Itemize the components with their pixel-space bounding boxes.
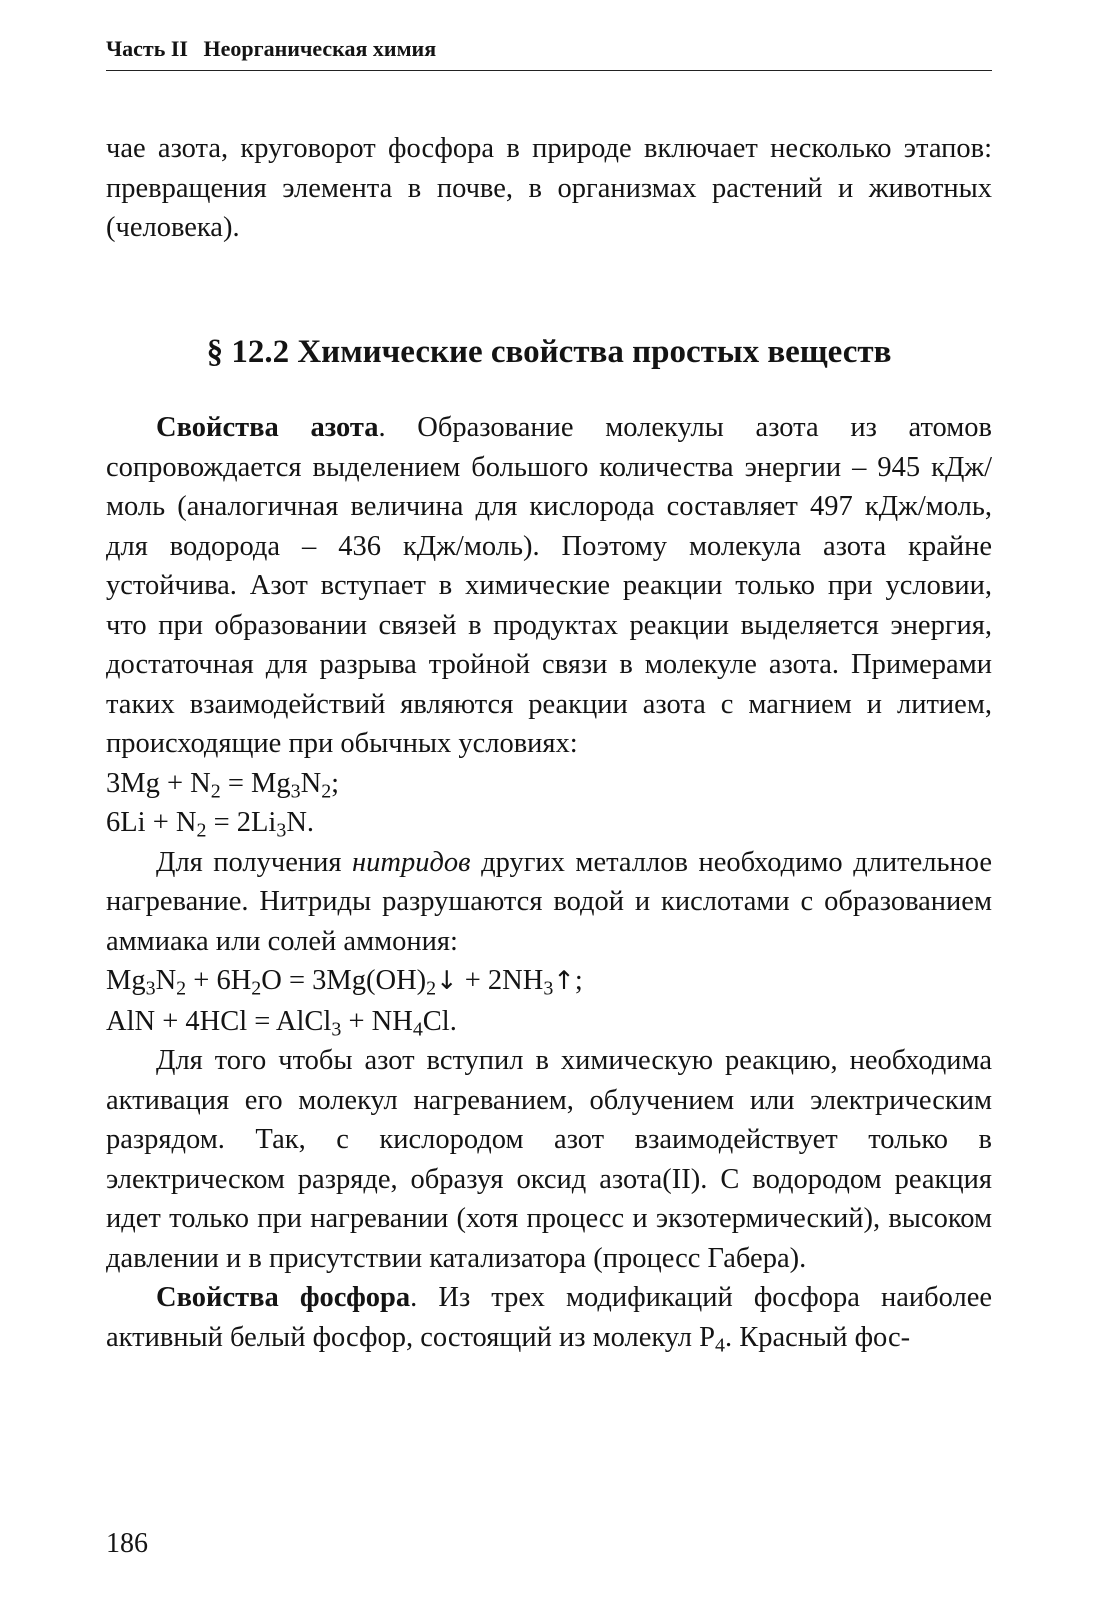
equation-part: = Mg: [220, 767, 291, 799]
paragraph-lead: Свойства азота: [156, 412, 379, 443]
paragraph-italic-term: нитридов: [352, 846, 471, 878]
paragraph-nitrides: [106, 843, 992, 962]
paragraph-nitrogen-activation: Для того чтобы азот вступил в химическую реакцию, необходима активация его молекул нагреванием, облучением или электрическим разрядом. Так, с кислородом азот взаимодействует только в электрическом разряде, образуя оксид азота(II). С водородом реакция идет только при нагревании (хотя процесс и экзотермический), высоком давлении и в присутствии катализатора (процесс Габера).: [106, 1045, 992, 1274]
equation-mg-n2: [106, 764, 992, 804]
equation-part: + 2NH: [457, 965, 544, 996]
running-header: [106, 36, 992, 71]
paragraph-nitrogen-properties: [106, 408, 992, 764]
equation-part: 3Mg + N: [106, 767, 211, 799]
equation-part: AlN + 4HCl = AlCl: [106, 1005, 332, 1037]
page-number: 186: [106, 1528, 148, 1559]
equation-subscript: 4: [412, 1018, 423, 1041]
intro-paragraph: [106, 129, 992, 248]
equation-part: Mg: [106, 965, 146, 996]
equation-subscript: 3: [276, 819, 287, 842]
paragraph-text: . Из трех модификаций фосфора наиболее активный белый фосфор, состоящий из молекул P: [106, 1282, 992, 1353]
equation-subscript: 3: [331, 1018, 342, 1041]
equation-part: = 2Li: [206, 807, 277, 838]
equation-mg3n2-h2o: [106, 961, 992, 1002]
paragraph-text: других металлов необходимо длительное нагревание. Нитриды разрушаются водой и кислотами с образованием аммиака или солей аммония:: [106, 846, 993, 957]
equation-subscript: 2: [196, 819, 207, 842]
arrow-up-icon: ↑: [553, 966, 575, 996]
header-part: Часть II: [106, 36, 188, 61]
equation-subscript: 3: [145, 977, 156, 1000]
equation-part: N.: [286, 807, 315, 838]
equation-part: + 6H: [186, 965, 252, 996]
paragraph-text: . Образование молекулы азота из атомов сопровождается выделением большого количества энергии – 945 кДж/моль (аналогичная величина для кислорода составляет 497 кДж/моль, для водорода – 436 кДж/моль). Поэтому молекула азота крайне устойчива. Азот вступает в химические реакции только при условии, что при образовании связей в продуктах реакции выделяется энергия, достаточная для разрыва тройной связи в молекуле азота. Примерами таких взаимодействий являются реакции азота с магнием и литием, происходящие при обычных условиях:: [106, 412, 992, 759]
arrow-down-icon: ↓: [436, 966, 458, 996]
equation-part: + NH: [341, 1005, 413, 1037]
equation-subscript: 3: [543, 977, 554, 1000]
equation-subscript: 2: [176, 977, 187, 1000]
paragraph-text: . Красный фос-: [724, 1321, 911, 1353]
paragraph-phosphorus-properties: [106, 1278, 992, 1357]
equation-subscript: 2: [210, 780, 221, 803]
paragraph-text: Для получения: [156, 846, 353, 878]
main-text: [106, 408, 992, 1357]
equation-subscript: 2: [321, 780, 332, 803]
equation-subscript: 2: [426, 977, 437, 1000]
equation-part: 6Li + N: [106, 807, 197, 838]
intro-text: чае азота, круговорот фосфора в природе включает несколько этапов: превращения элемента в почве, в организмах растений и животных (человека).: [106, 133, 992, 243]
equation-aln-hcl: [106, 1002, 992, 1042]
paragraph-lead: Свойства фосфора: [156, 1282, 411, 1313]
section-title: § 12.2 Химические свойства простых веществ: [206, 334, 892, 370]
equation-part: ;: [574, 965, 583, 996]
equation-subscript: 2: [251, 977, 262, 1000]
equation-part: ;: [331, 767, 340, 799]
equation-subscript: 3: [290, 780, 301, 803]
header-title: Неорганическая химия: [203, 36, 437, 61]
equation-part: Cl.: [422, 1005, 457, 1037]
equation-part: O = 3Mg(OH): [261, 965, 427, 996]
equation-part: N: [300, 767, 322, 799]
equation-subscript: 4: [715, 1334, 725, 1357]
equation-li-n2: [106, 803, 992, 843]
equation-part: N: [155, 965, 177, 996]
